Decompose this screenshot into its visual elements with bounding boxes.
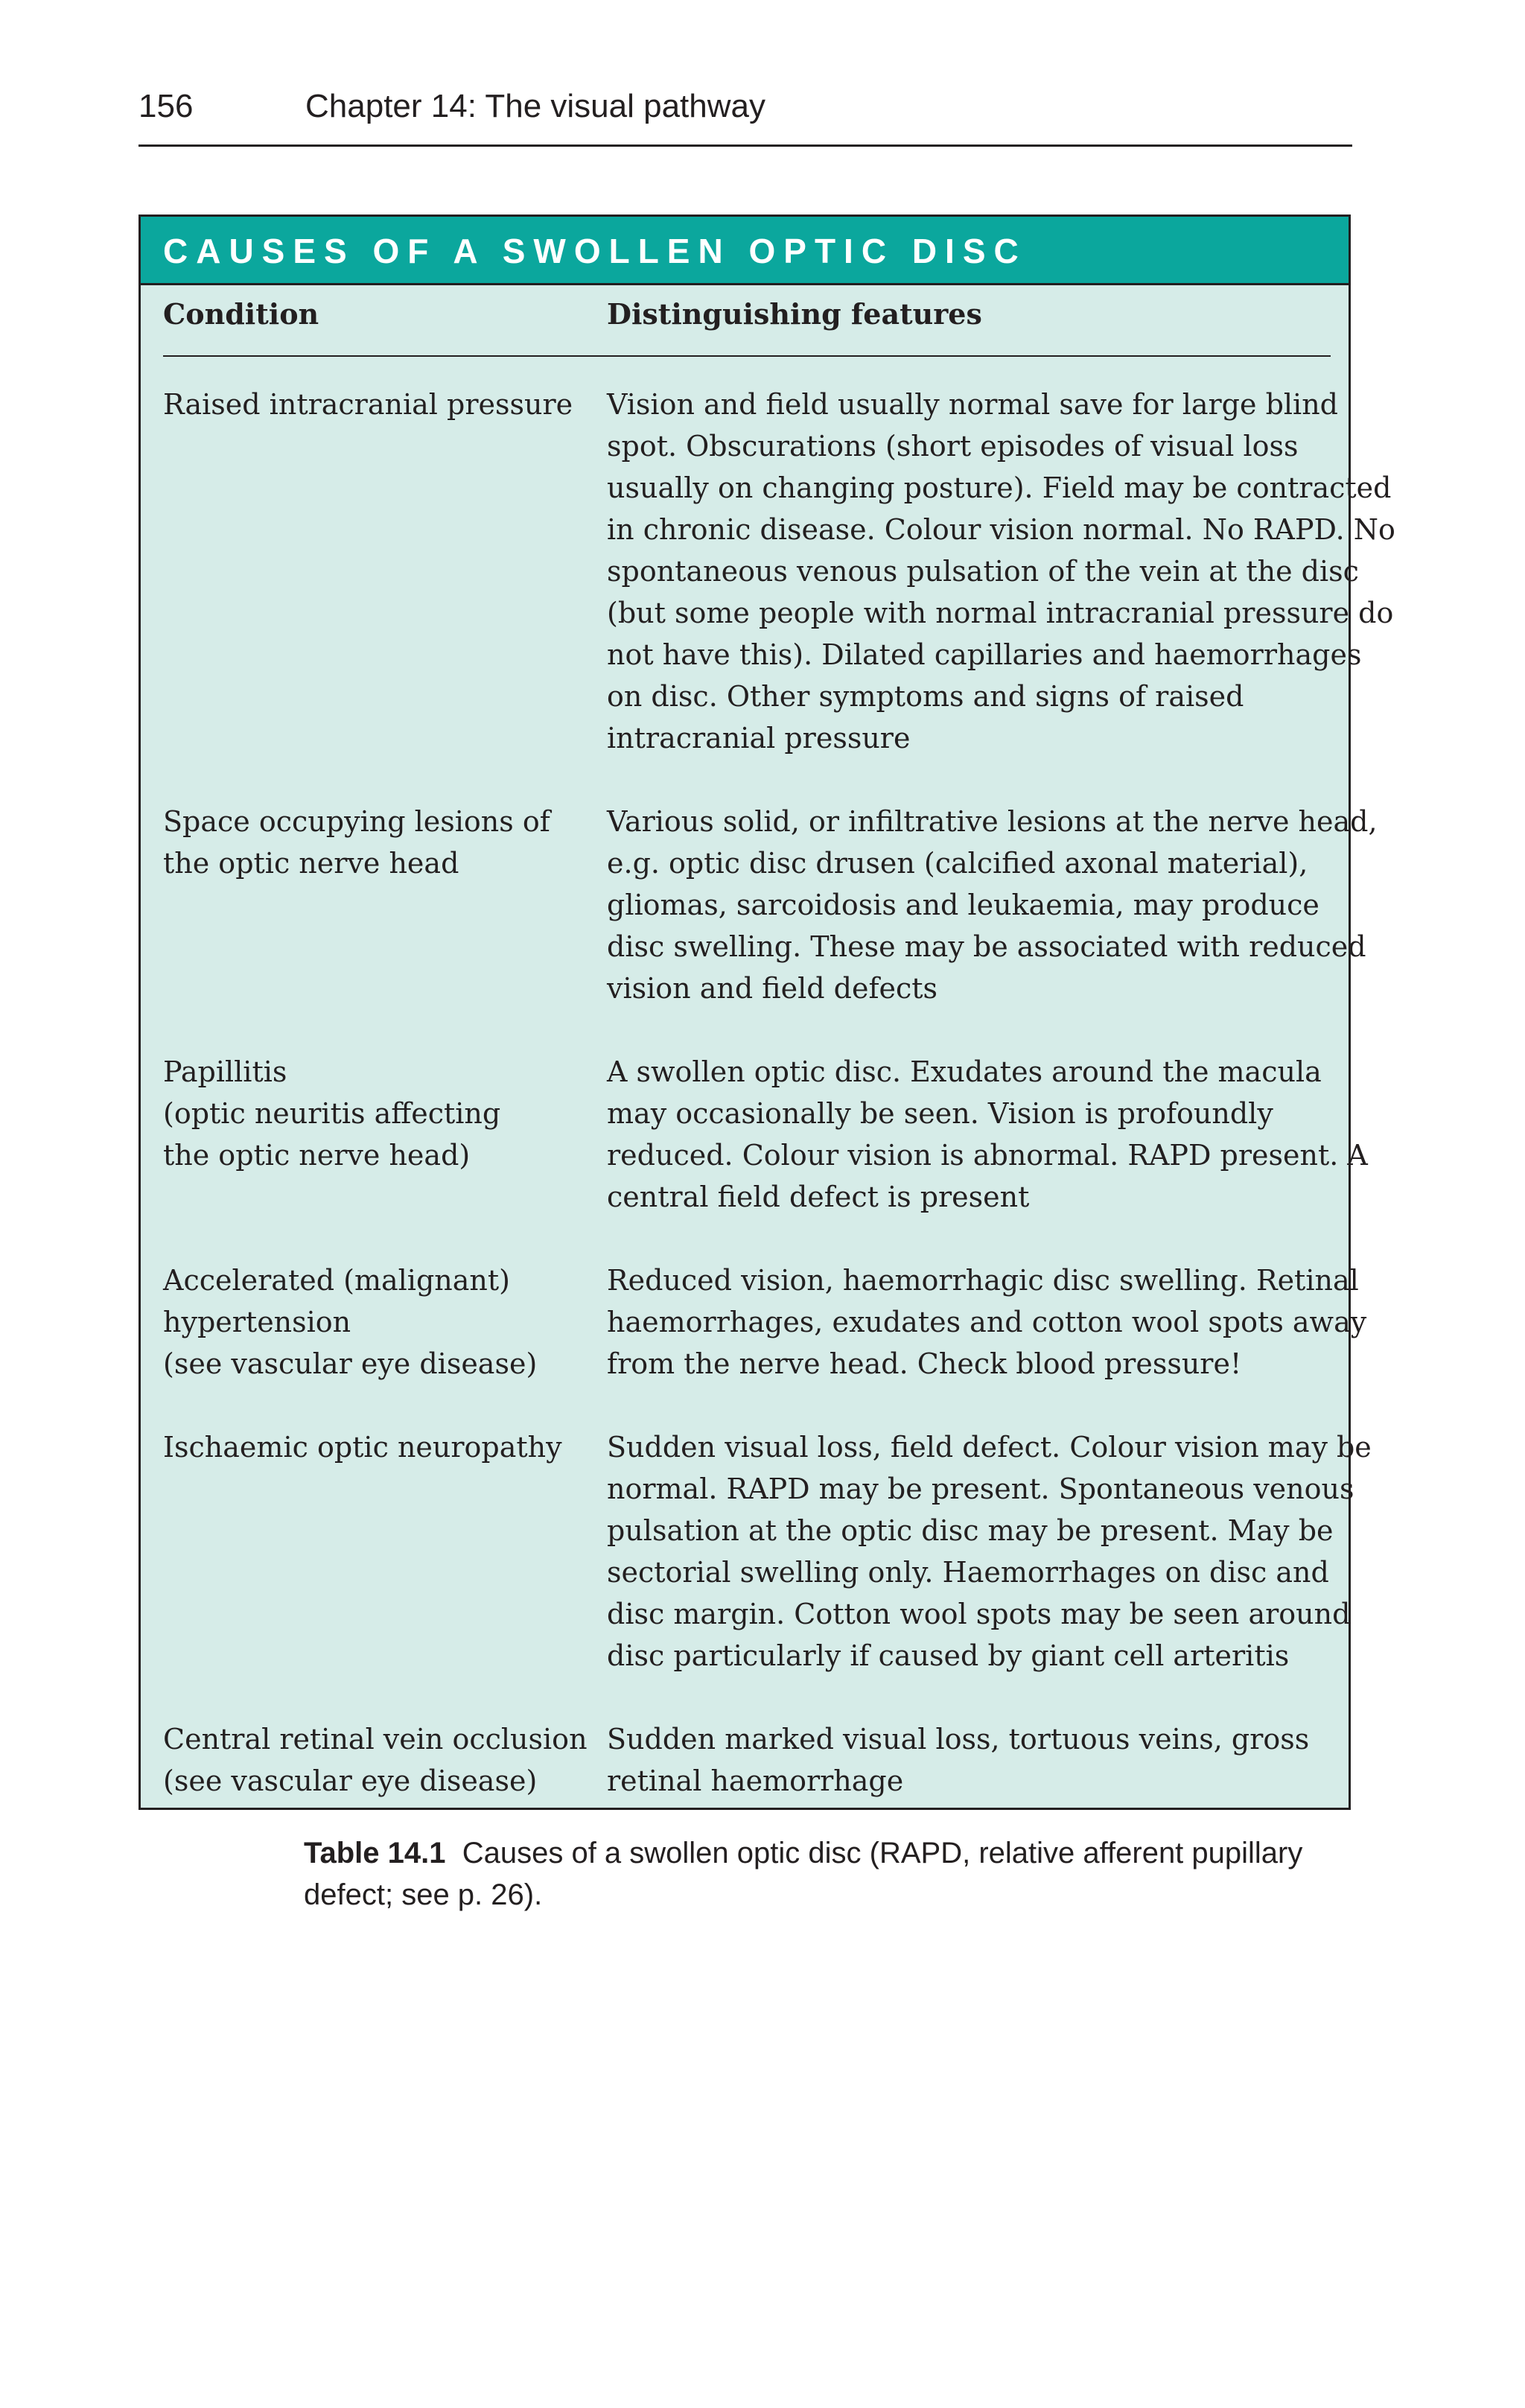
features-line: pulsation at the optic disc may be present. May be <box>607 1514 1334 1547</box>
features-line: spot. Obscurations (short episodes of visual loss <box>607 430 1299 463</box>
features-line: reduced. Colour vision is abnormal. RAPD present. A <box>607 1139 1368 1172</box>
caption-text: Causes of a swollen optic disc (RAPD, relative afferent pupillary <box>462 1837 1303 1869</box>
features-line: from the nerve head. Check blood pressure! <box>607 1347 1242 1380</box>
features-line: spontaneous venous pulsation of the vein at the disc <box>607 555 1359 588</box>
caption-text-line2: defect; see p. 26). <box>304 1878 543 1911</box>
features-line: on disc. Other symptoms and signs of raised <box>607 680 1244 713</box>
features-line: vision and field defects <box>607 972 938 1005</box>
chapter-title: Chapter 14: The visual pathway <box>305 88 765 124</box>
features-line: gliomas, sarcoidosis and leukaemia, may produce <box>607 889 1319 921</box>
condition-line: Papillitis <box>163 1055 287 1088</box>
condition-cell <box>163 1426 580 1468</box>
condition-line: (see vascular eye disease) <box>163 1764 538 1797</box>
condition-line: Ischaemic optic neuropathy <box>163 1431 562 1464</box>
condition-line: the optic nerve head <box>163 847 459 880</box>
features-cell <box>607 384 1395 759</box>
column-header-condition: Condition <box>163 297 319 331</box>
features-cell <box>607 1426 1372 1677</box>
features-line: haemorrhages, exudates and cotton wool spots away <box>607 1306 1367 1338</box>
condition-line: Space occupying lesions of <box>163 805 550 838</box>
features-cell <box>607 1051 1368 1218</box>
features-line: (but some people with normal intracranial pressure do <box>607 597 1394 629</box>
table-title: CAUSES OF A SWOLLEN OPTIC DISC <box>141 217 1349 285</box>
caption-label: Table 14.1 <box>304 1837 446 1869</box>
header-divider <box>163 355 1331 357</box>
condition-cell <box>163 1051 580 1176</box>
condition-line: Raised intracranial pressure <box>163 388 573 421</box>
condition-line: the optic nerve head) <box>163 1139 471 1172</box>
features-line: A swollen optic disc. Exudates around the macula <box>607 1055 1322 1088</box>
features-line: usually on changing posture). Field may be contracted <box>607 471 1392 504</box>
condition-line: hypertension <box>163 1306 351 1338</box>
features-line: disc swelling. These may be associated with reduced <box>607 930 1366 963</box>
features-line: e.g. optic disc drusen (calcified axonal material), <box>607 847 1308 880</box>
condition-line: Accelerated (malignant) <box>163 1264 510 1297</box>
features-line: Various solid, or infiltrative lesions at the nerve head, <box>607 805 1378 838</box>
features-line: may occasionally be seen. Vision is profoundly <box>607 1097 1273 1130</box>
running-head <box>139 83 1352 147</box>
condition-line: (see vascular eye disease) <box>163 1347 538 1380</box>
features-line: Vision and field usually normal save for large blind <box>607 388 1339 421</box>
table-caption <box>304 1832 1361 1916</box>
condition-cell <box>163 1718 588 1802</box>
features-line: Sudden visual loss, field defect. Colour vision may be <box>607 1431 1372 1464</box>
condition-cell <box>163 1259 580 1385</box>
page-number: 156 <box>139 88 194 124</box>
condition-line: Central retinal vein occlusion <box>163 1723 588 1756</box>
condition-line: (optic neuritis affecting <box>163 1097 501 1130</box>
features-cell <box>607 1718 1352 1802</box>
features-line: not have this). Dilated capillaries and haemorrhages <box>607 638 1362 671</box>
features-line: Sudden marked visual loss, tortuous veins, gross <box>607 1723 1310 1756</box>
features-cell <box>607 1259 1367 1385</box>
features-line: central field defect is present <box>607 1181 1030 1213</box>
swollen-disc-table <box>139 215 1395 1810</box>
features-cell <box>607 801 1378 1009</box>
column-header-features: Distinguishing features <box>607 297 982 331</box>
features-line: disc margin. Cotton wool spots may be seen around <box>607 1598 1351 1630</box>
features-line: intracranial pressure <box>607 722 911 755</box>
features-line: Reduced vision, haemorrhagic disc swelling. Retinal <box>607 1264 1359 1297</box>
features-line: sectorial swelling only. Haemorrhages on disc and <box>607 1556 1329 1589</box>
features-line: disc particularly if caused by giant cell arteritis <box>607 1639 1290 1672</box>
condition-cell <box>163 384 580 425</box>
features-line: in chronic disease. Colour vision normal. No RAPD. No <box>607 513 1395 546</box>
features-line: normal. RAPD may be present. Spontaneous venous <box>607 1473 1354 1505</box>
condition-cell <box>163 801 580 884</box>
features-line: retinal haemorrhage <box>607 1764 904 1797</box>
